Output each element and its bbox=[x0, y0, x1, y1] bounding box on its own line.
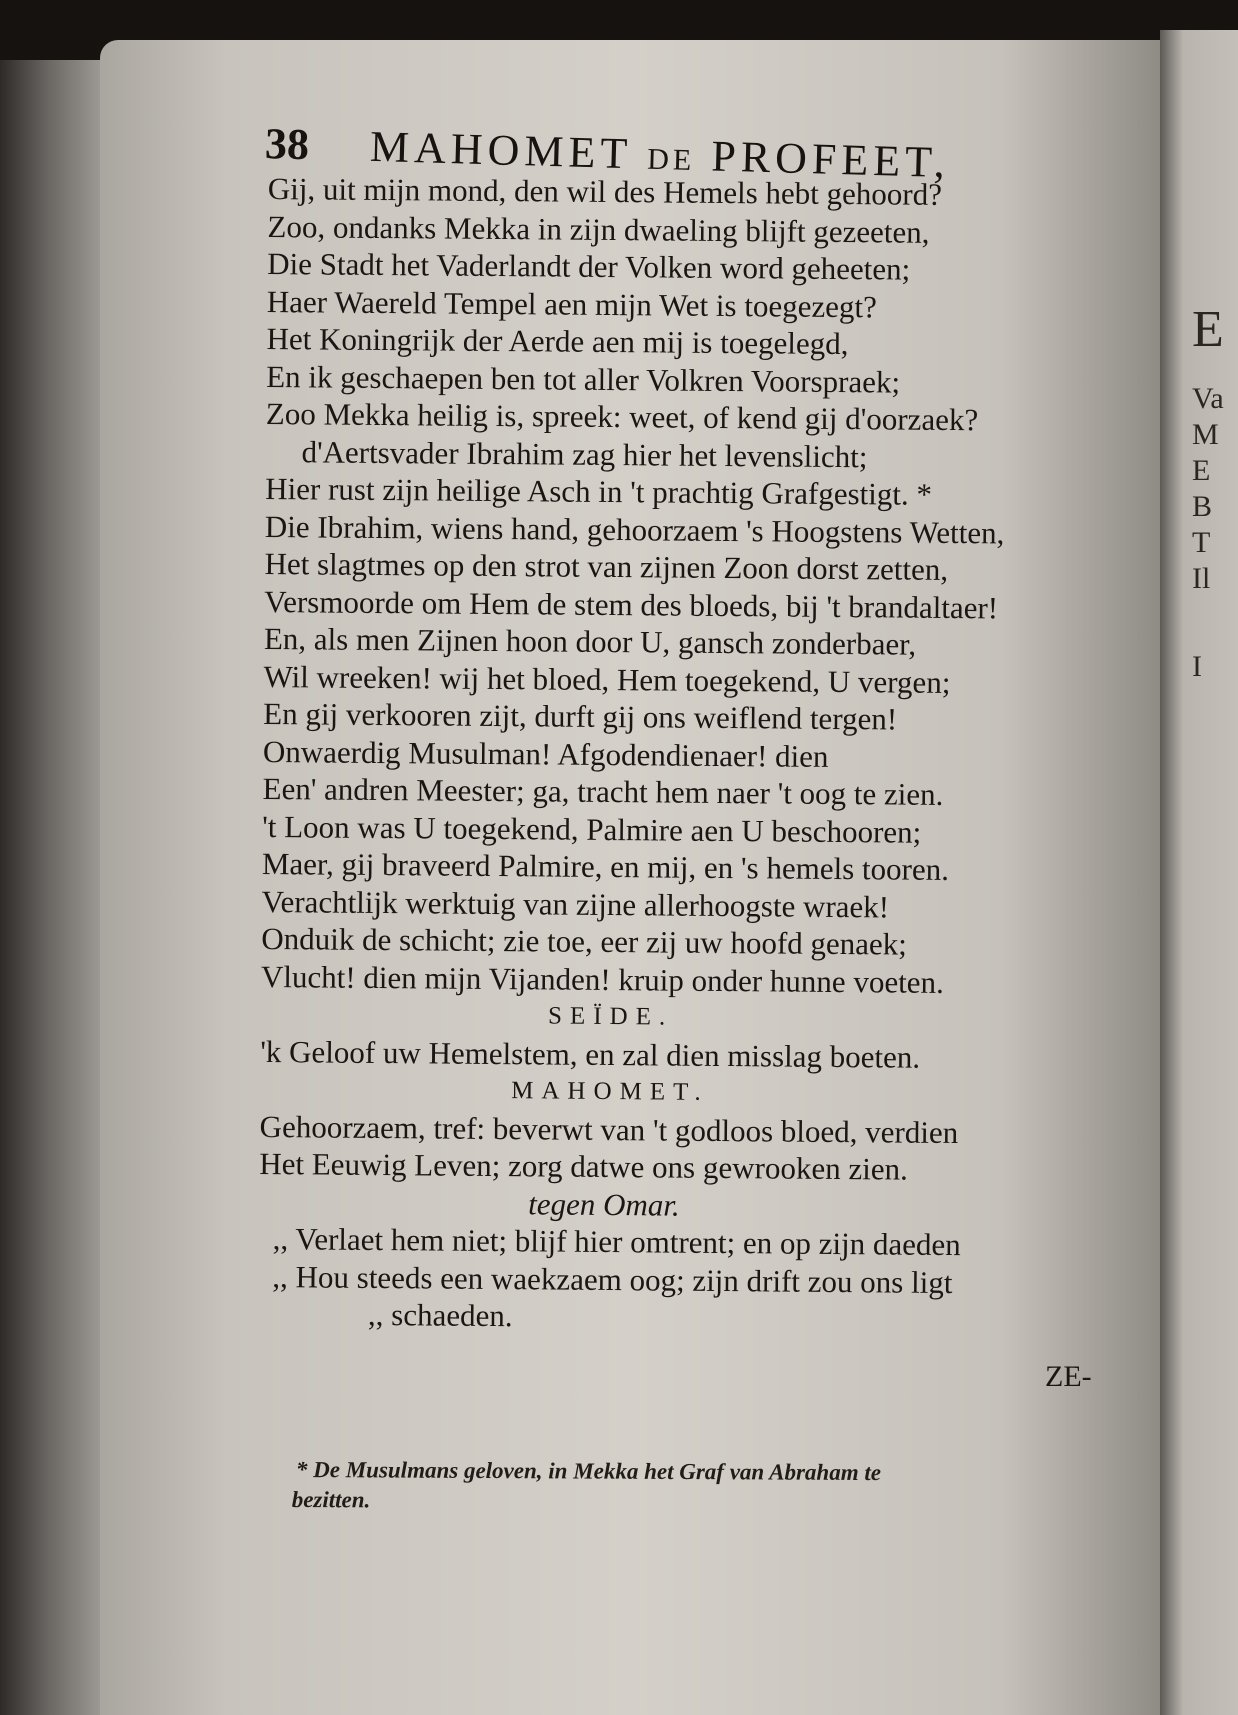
footnote-line: bezitten. bbox=[291, 1486, 371, 1513]
speaker-name: SEÏDE. bbox=[547, 1002, 674, 1031]
next-page-letter: I bbox=[1192, 650, 1202, 683]
next-page-letter: E bbox=[1192, 454, 1211, 487]
verse-line: d'Aertsvader Ibrahim zag hier het levenslicht; bbox=[301, 433, 868, 474]
running-title-part: PROFEET, bbox=[710, 131, 951, 188]
verse-line: Die Stadt het Vaderlandt der Volken word geheeten; bbox=[267, 245, 911, 287]
verse-line: Gij, uit mijn mond, den wil des Hemels hebt gehoord? bbox=[267, 170, 943, 212]
next-page-letter: T bbox=[1192, 526, 1211, 559]
running-title-part: MAHOMET bbox=[369, 121, 633, 179]
verse-line: Zoo, ondanks Mekka in zijn dwaeling blijft gezeeten, bbox=[267, 208, 930, 250]
verse-line: Haer Waereld Tempel aen mijn Wet is toegezegt? bbox=[266, 283, 878, 324]
verse-line: En gij verkooren zijt, durft gij ons weiflend tergen! bbox=[263, 695, 898, 737]
aside-line: ,, schaeden. bbox=[367, 1296, 513, 1334]
speaker-name: MAHOMET. bbox=[511, 1077, 709, 1106]
footnote bbox=[291, 1455, 1126, 1519]
aside-line: ,, Hou steeds een waekzaem oog; zijn drift zou ons ligt bbox=[272, 1258, 953, 1300]
verse-block bbox=[258, 170, 1128, 1340]
verse-line: En, als men Zijnen hoon door U, gansch zonderbaer, bbox=[263, 620, 917, 662]
verse-line: Het slagtmes op den strot van zijnen Zoon dorst zetten, bbox=[264, 545, 949, 587]
verse-line: Het Koningrijk der Aerde aen mij is toegelegd, bbox=[266, 320, 849, 362]
verse-line: Onduik de schicht; zie toe, eer zij uw hoofd genaek; bbox=[261, 920, 908, 962]
verse-line: Wil wreeken! wij het bloed, Hem toegekend, U vergen; bbox=[263, 658, 951, 700]
next-page-letter: B bbox=[1192, 490, 1213, 523]
aside-line: ,, Verlaet hem niet; blijf hier omtrent; en op zijn daeden bbox=[272, 1221, 961, 1263]
verse-line: Versmoorde om Hem de stem des bloeds, bij 't brandaltaer! bbox=[264, 583, 999, 625]
verse-line: Het Eeuwig Leven; zorg datwe ons gewrooken zien. bbox=[259, 1145, 908, 1187]
verse-line: Gehoorzaem, tref: beverwt van 't godloos bloed, verdien bbox=[259, 1108, 959, 1150]
verse-line: Verachtlijk werktuig van zijne allerhoogste wraek! bbox=[261, 883, 890, 924]
verse-line: Vlucht! dien mijn Vijanden! kruip onder hunne voeten. bbox=[260, 958, 944, 1000]
verse-line: Hier rust zijn heilige Asch in 't prachtig Grafgestigt. * bbox=[265, 470, 933, 512]
verse-line: Zoo Mekka heilig is, spreek: weet, of kend gij d'oorzaek? bbox=[265, 395, 979, 438]
verse-line: Die Ibrahim, wiens hand, gehoorzaem 's Hoogstens Wetten, bbox=[264, 508, 1005, 550]
verse-line: 'k Geloof uw Hemelstem, en zal dien misslag boeten. bbox=[260, 1033, 921, 1075]
verse-line: 't Loon was U toegekend, Palmire aen U beschooren; bbox=[262, 808, 922, 850]
next-page-edge bbox=[1160, 30, 1238, 1715]
running-title-part: DE bbox=[646, 142, 696, 178]
next-page-letter: Il bbox=[1192, 562, 1211, 595]
verse-line: Een' andren Meester; ga, tracht hem naer 't oog te zien. bbox=[262, 770, 944, 812]
stage-direction: tegen Omar. bbox=[528, 1185, 680, 1223]
footnote-line: * De Musulmans geloven, in Mekka het Graf van Abraham te bbox=[295, 1457, 882, 1486]
verse-line: En ik geschaepen ben tot aller Volkren Voorspraek; bbox=[266, 358, 901, 400]
next-page-letter: E bbox=[1192, 301, 1224, 358]
verse-line: Onwaerdig Musulman! Afgodendienaer! dien bbox=[262, 733, 829, 774]
page-number: 38 bbox=[264, 119, 310, 170]
next-page-letter: M bbox=[1192, 418, 1219, 451]
next-page-letter: Va bbox=[1192, 382, 1224, 415]
verse-line: Maer, gij braveerd Palmire, en mij, en 's hemels tooren. bbox=[261, 845, 950, 887]
catchword: ZE- bbox=[1045, 1360, 1092, 1393]
